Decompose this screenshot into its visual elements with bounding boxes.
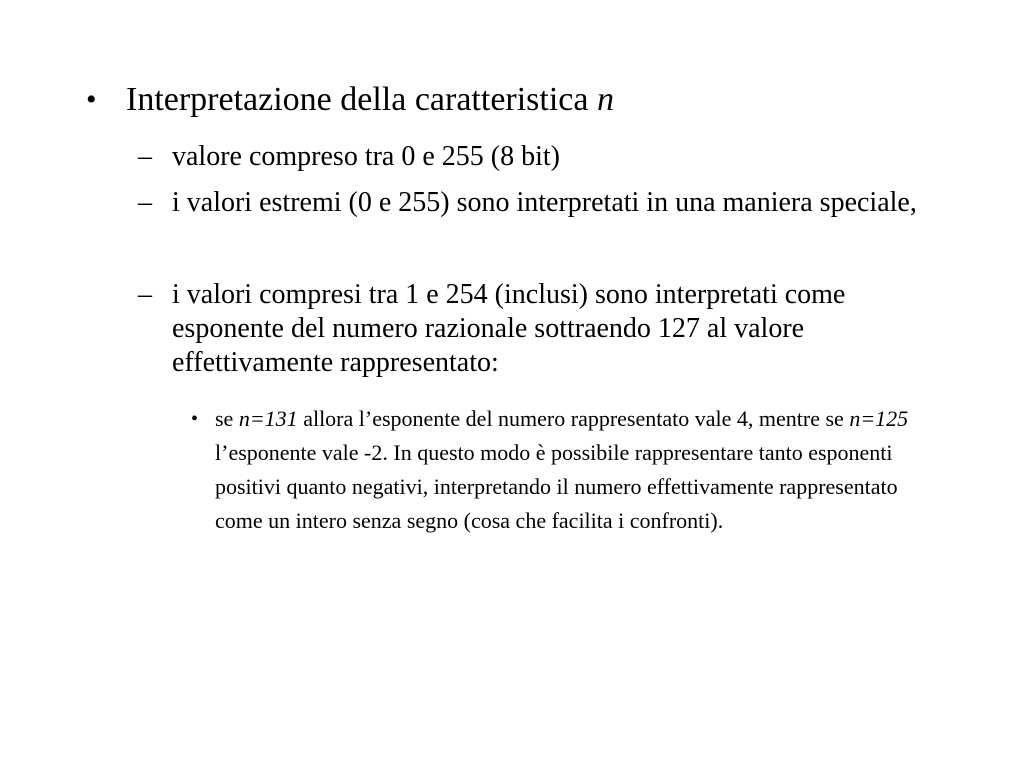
- bullet-interpretazione: [86, 80, 966, 120]
- example-text-2: allora l’esponente del numero rappresentato vale 4, mentre se: [297, 406, 850, 431]
- variable-n: n: [597, 81, 614, 118]
- sub-bullet-bias: [138, 278, 962, 380]
- example-n-125: n=125: [849, 406, 909, 431]
- example-text-3: l’esponente vale -2. In questo modo è possibile rappresentare tanto esponenti positivi quanto negativi, interpretando il numero effettivamente rappresentato come un intero senza segno (cosa che facilita i confronti).: [215, 440, 898, 533]
- bullet-text: Interpretazione della caratteristica: [126, 81, 597, 118]
- example-bullet: [191, 402, 945, 538]
- example-n-131: n=131: [238, 406, 298, 431]
- sub-bullet-extremes: [138, 186, 962, 220]
- dash-marker: –: [138, 187, 152, 218]
- sub-bullet-range: [138, 140, 962, 174]
- bullet-marker: •: [86, 83, 97, 116]
- example-text-1: se: [215, 406, 239, 431]
- bullet-marker: •: [191, 408, 199, 430]
- sub-bullet-text: i valori compresi tra 1 e 254 (inclusi) sono interpretati come esponente del numero razionale sottraendo 127 al valore effettivamente rappresentato:: [172, 279, 846, 378]
- sub-bullet-text: i valori estremi (0 e 255) sono interpretati in una maniera speciale,: [172, 187, 917, 218]
- dash-marker: –: [138, 279, 152, 310]
- dash-marker: –: [138, 141, 152, 172]
- sub-bullet-text: valore compreso tra 0 e 255 (8 bit): [172, 141, 560, 172]
